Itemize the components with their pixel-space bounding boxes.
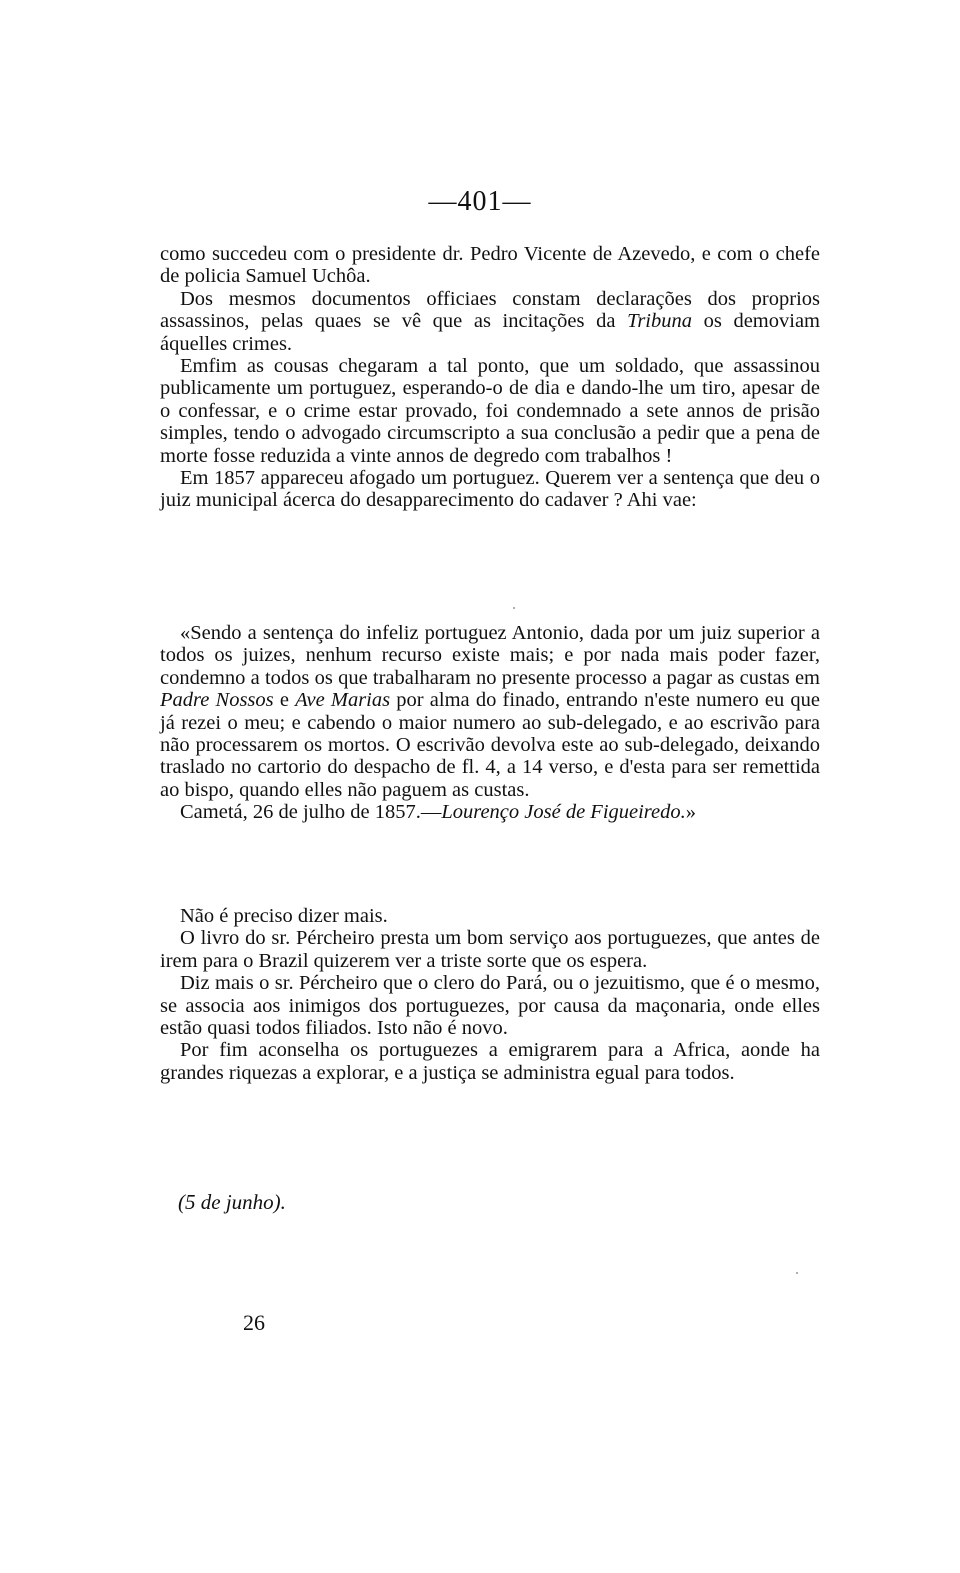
paragraph-2-text: Dos mesmos documentos officiaes constam declarações dos proprios assassinos, pelas quaes se vê que as incitações da bbox=[160, 287, 820, 333]
paragraph-2 bbox=[160, 288, 820, 355]
quote-signature-place-date: Cametá, 26 de julho de 1857.— bbox=[180, 801, 442, 824]
page-number-header: —401— bbox=[428, 186, 532, 217]
quoted-sentence bbox=[160, 622, 820, 824]
quote-signature-name: Lourenço José de Figueiredo. bbox=[441, 801, 686, 824]
date-note: (5 de junho). bbox=[178, 1190, 286, 1214]
paragraph-7: Diz mais o sr. Pércheiro que o clero do Pará, ou o jezuitismo, que é o mesmo, se associa aos inimigos dos portuguezes, por causa da maçonaria, onde elles estão quasi todos filiados. Isto não é novo. bbox=[160, 972, 820, 1040]
paper-speck bbox=[513, 607, 515, 609]
quote-part-1: «Sendo a sentença do infeliz portuguez Antonio, dada por um juiz superior a todos os juizes, nenhum recurso existe mais; e por nada mais poder fazer, condemno a todos os que trabalharam no presente processo a pagar as custas em bbox=[160, 622, 820, 689]
quote-italic-2: Ave Marias bbox=[295, 689, 391, 712]
quote-body bbox=[160, 622, 820, 801]
quote-part-2: e bbox=[273, 689, 296, 712]
paragraph-2-italic: Tribuna bbox=[627, 310, 693, 333]
paragraph-3: Emfim as cousas chegaram a tal ponto, que um soldado, que assassinou publicamente um portuguez, esperando-o de dia e dando-lhe um tiro, apesar de o confessar, e o crime estar provado, foi condemnado a sete annos de prisão simples, tendo o advogado circumscripto a sua conclusão a pedir que a pena de morte fosse reduzida a vinte annos de degredo com trabalhos ! bbox=[160, 355, 820, 467]
paragraph-6: O livro do sr. Pércheiro presta um bom serviço aos portuguezes, que antes de irem para o Brazil quizerem ver a triste sorte que os espera. bbox=[160, 927, 820, 972]
paragraph-4: Em 1857 appareceu afogado um portuguez. Querem ver a sentença que deu o juiz municipal ácerca do desapparecimento do cadaver ? Ahi vae: bbox=[160, 467, 820, 512]
paragraph-8: Por fim aconselha os portuguezes a emigrarem para a Africa, aonde ha grandes riquezas a explorar, e a justiça se administra egual para todos. bbox=[160, 1039, 820, 1084]
paragraph-1: como succedeu com o presidente dr. Pedro Vicente de Azevedo, e com o chefe de policia Samuel Uchôa. bbox=[160, 243, 820, 288]
quote-part-3: por alma do finado, entrando n'este numero eu que já rezei o meu; e cabendo o maior numero ao sub-delegado, e ao escrivão para não processarem os mortos. O escrivão devolva este ao sub-delegado, deixando traslado no cartorio do despacho de fl. 4, a 14 verso, e d'esta para ser remettida ao bispo, quando elles não paguem as custas. bbox=[160, 689, 820, 801]
paper-speck bbox=[796, 1272, 798, 1274]
quote-signature bbox=[160, 801, 820, 823]
paragraph-2-after: os demoviam áquelles crimes. bbox=[160, 310, 820, 355]
paragraph-5: Não é preciso dizer mais. bbox=[180, 905, 388, 927]
quote-italic-1: Padre Nossos bbox=[160, 689, 274, 712]
body-text-bottom bbox=[160, 905, 820, 1084]
body-text-top bbox=[160, 243, 820, 512]
printer-signature-mark: 26 bbox=[243, 1310, 265, 1335]
quote-signature-close: » bbox=[685, 801, 696, 824]
